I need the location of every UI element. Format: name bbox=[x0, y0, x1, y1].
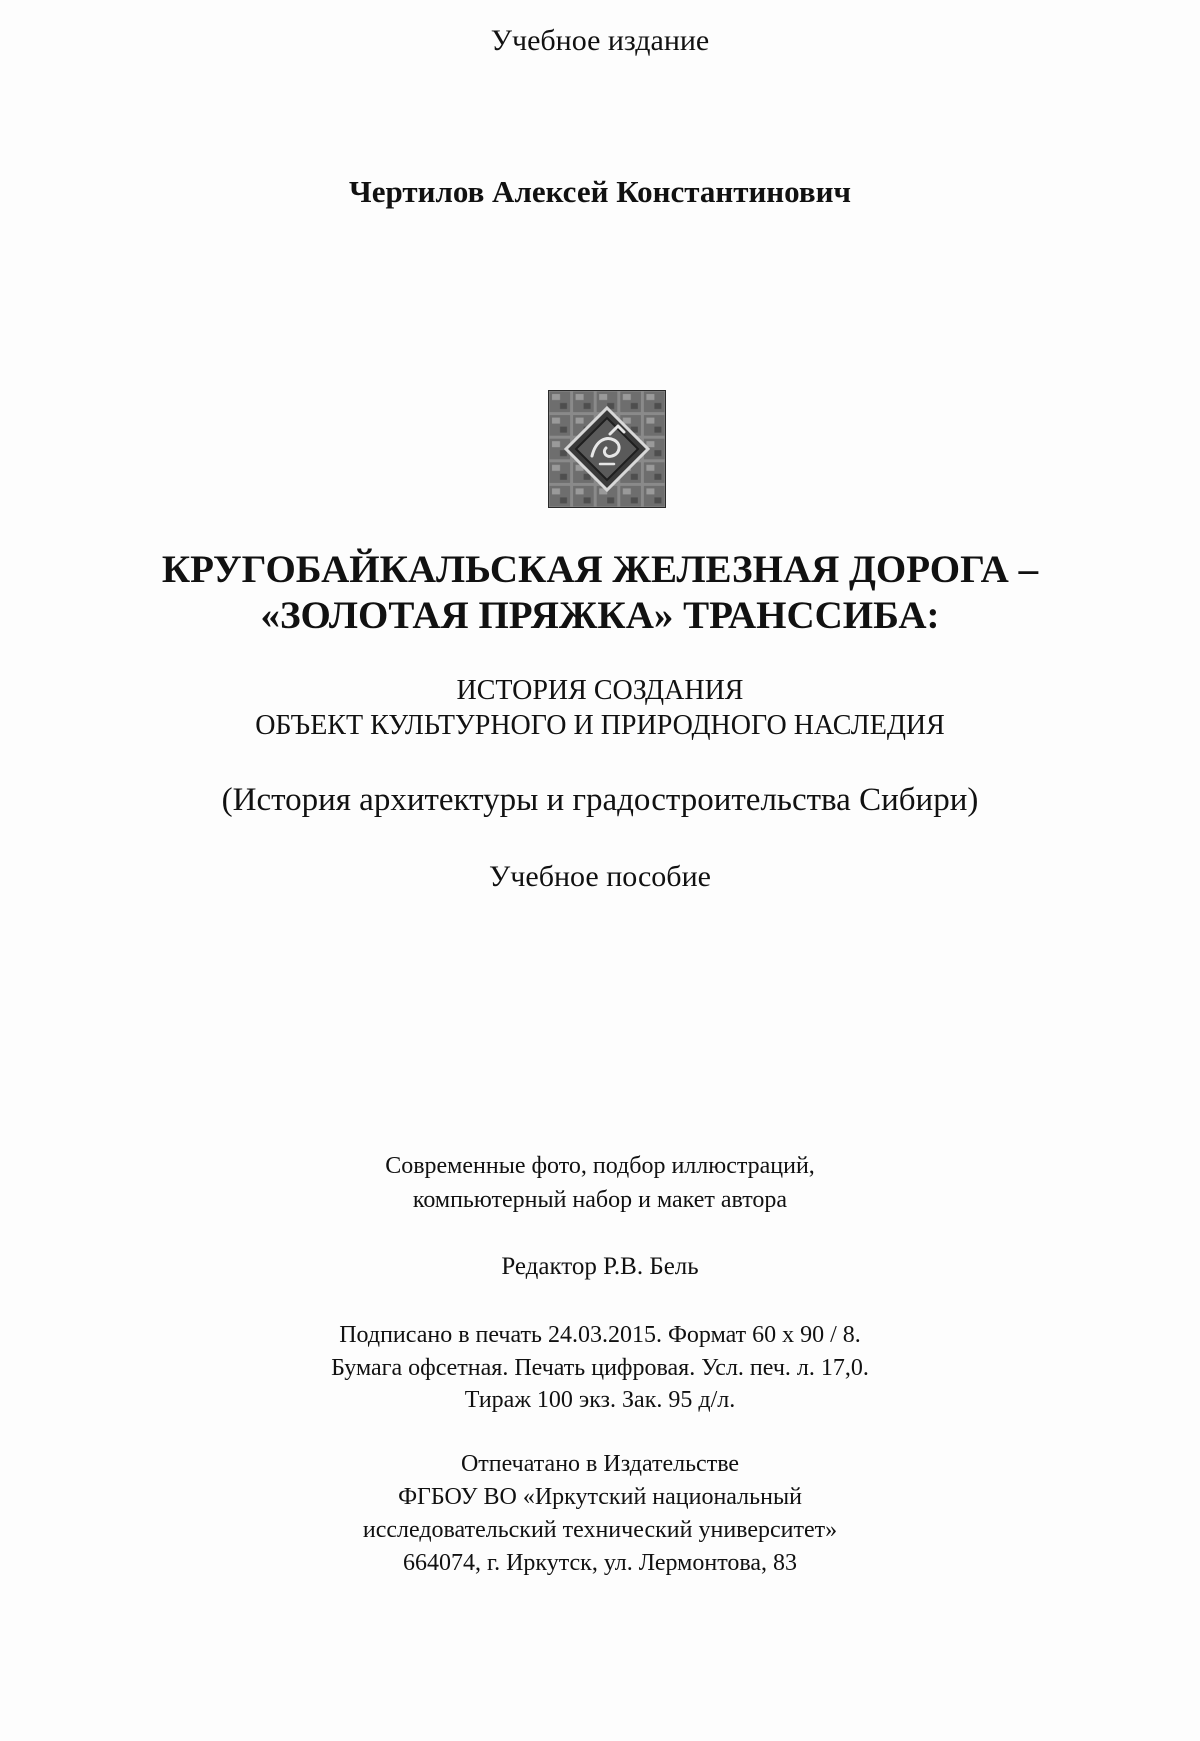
editor-credit: Редактор Р.В. Бель bbox=[501, 1253, 699, 1280]
book-subtitle-line-2: ОБЪЕКТ КУЛЬТУРНОГО И ПРИРОДНОГО НАСЛЕДИЯ bbox=[255, 710, 945, 741]
publisher-logo-emblem-icon bbox=[548, 390, 666, 508]
publication-type: Учебное пособие bbox=[489, 860, 711, 893]
book-title-line-1: КРУГОБАЙКАЛЬСКАЯ ЖЕЛЕЗНАЯ ДОРОГА – bbox=[161, 548, 1039, 591]
series-note: (История архитектуры и градостроительства Сибири) bbox=[221, 782, 979, 818]
publisher-info-line-3: исследовательский технический университет» bbox=[362, 1517, 838, 1543]
publisher-address: 664074, г. Иркутск, ул. Лермонтова, 83 bbox=[402, 1550, 798, 1576]
credits-line-1: Современные фото, подбор иллюстраций, bbox=[385, 1153, 815, 1179]
credits-line-2: компьютерный набор и макет автора bbox=[412, 1187, 788, 1213]
print-info-line-1: Подписано в печать 24.03.2015. Формат 60 х 90 / 8. bbox=[339, 1322, 861, 1348]
print-info-line-2: Бумага офсетная. Печать цифровая. Усл. печ. л. 17,0. bbox=[331, 1355, 869, 1381]
series-label: Учебное издание bbox=[490, 24, 710, 57]
book-subtitle-line-1: ИСТОРИЯ СОЗДАНИЯ bbox=[456, 675, 744, 706]
publisher-info-line-2: ФГБОУ ВО «Иркутский национальный bbox=[398, 1484, 802, 1510]
publisher-info-line-1: Отпечатано в Издательстве bbox=[460, 1451, 740, 1477]
print-info-line-3: Тираж 100 экз. Зак. 95 д/л. bbox=[464, 1387, 736, 1413]
book-title-line-2: «ЗОЛОТАЯ ПРЯЖКА» ТРАНССИБА: bbox=[260, 594, 940, 637]
author-name: Чертилов Алексей Константинович bbox=[349, 174, 851, 209]
